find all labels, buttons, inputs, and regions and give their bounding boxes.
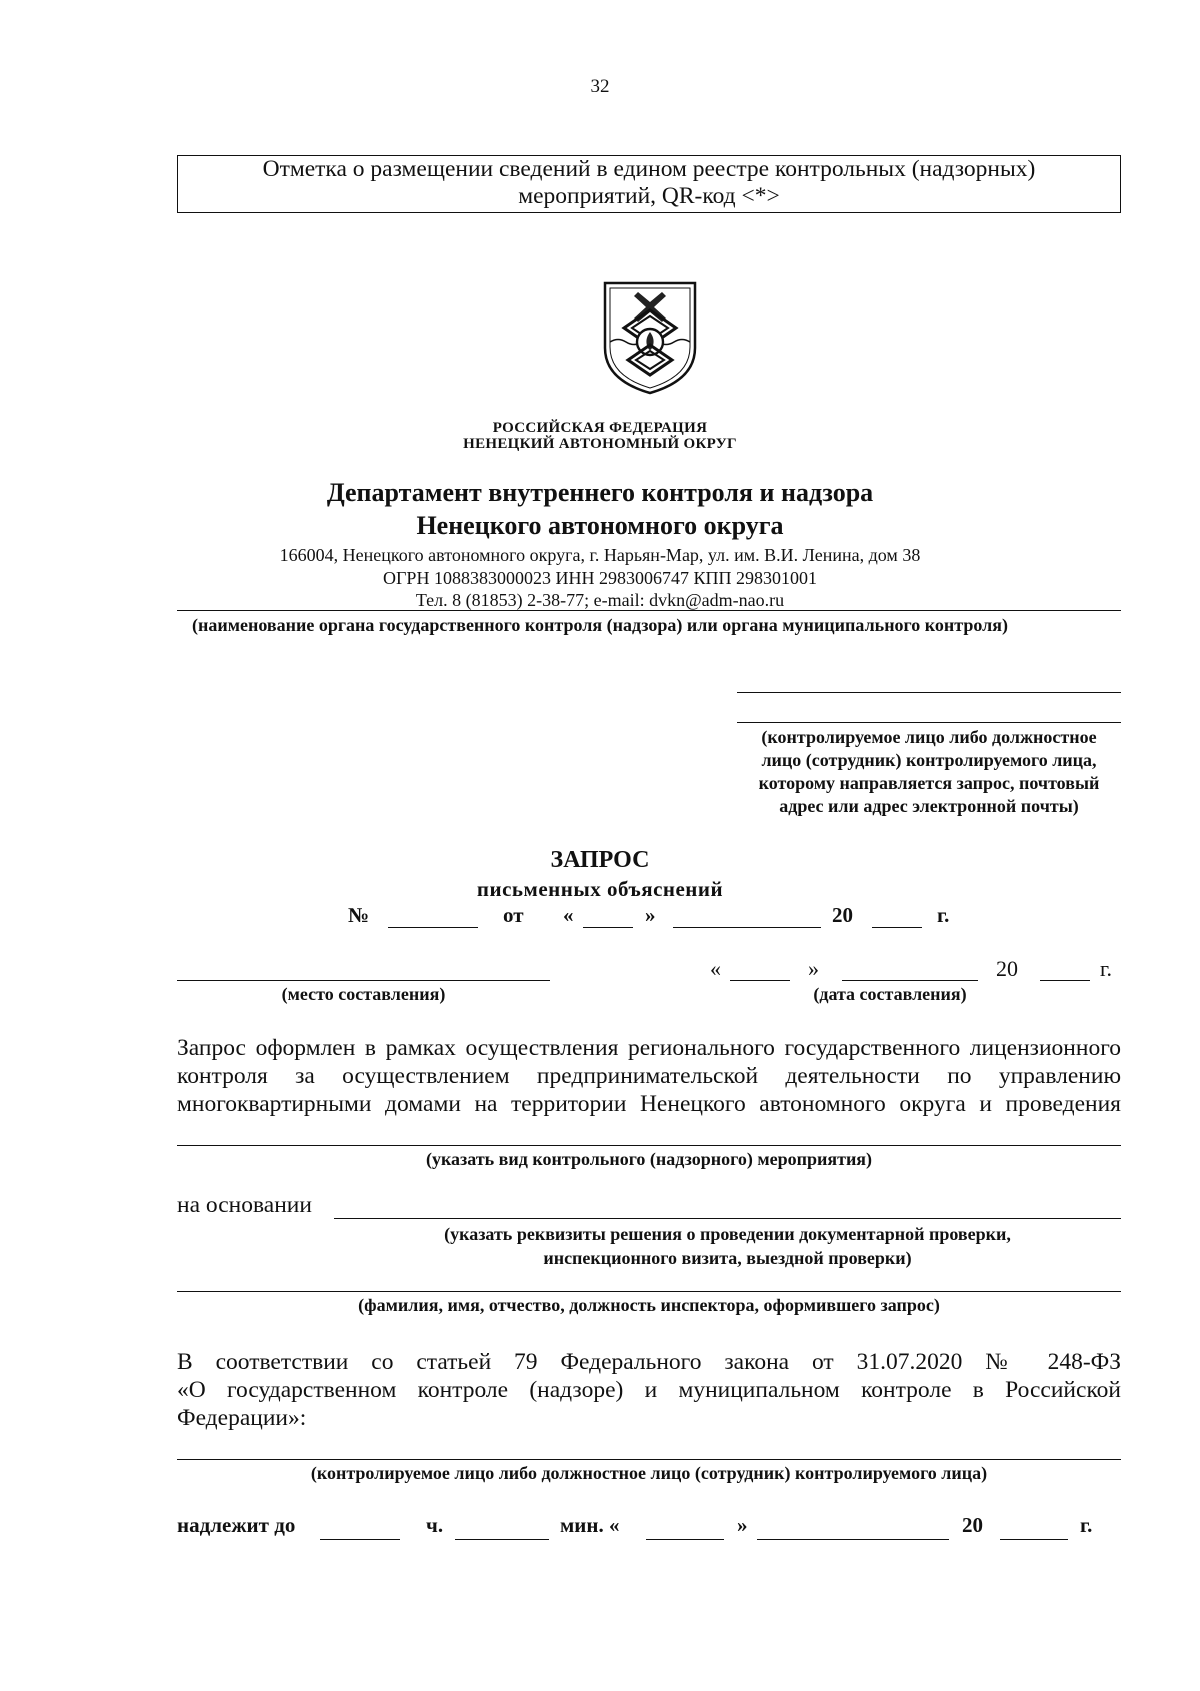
- event-type-caption: (указать вид контрольного (надзорного) мероприятия): [425, 1149, 873, 1169]
- paragraph1-line2: контроля за осуществлением предпринимательской деятельности по управлению: [177, 1063, 1121, 1089]
- date-day-field[interactable]: [730, 980, 790, 981]
- controlled-person-field[interactable]: [177, 1459, 1121, 1460]
- recipient-caption: (контролируемое лицо либо должностное лицо (сотрудник) контролируемого лица, которому направляется запрос, почтовый адрес или адрес электронной почты): [758, 727, 1100, 816]
- date-year-prefix: 20: [996, 956, 1018, 981]
- authority-line: [177, 610, 1121, 611]
- request-title: ЗАПРОС: [550, 847, 650, 873]
- paragraph2-line1: В соответствии со статьей 79 Федерального закона от 31.07.2020 № 248-ФЗ: [177, 1349, 1121, 1375]
- date-quote-open: «: [710, 956, 721, 981]
- recipient-line1[interactable]: [737, 692, 1121, 693]
- deadline-minutes-field[interactable]: [455, 1539, 549, 1540]
- deadline-hours-label: ч.: [426, 1513, 444, 1537]
- place-field[interactable]: [177, 980, 550, 981]
- deadline-minutes-label: мин. «: [560, 1513, 620, 1537]
- paragraph1-line1: Запрос оформлен в рамках осуществления регионального государственного лицензионного: [177, 1035, 1121, 1061]
- deadline-year-prefix: 20: [962, 1513, 983, 1537]
- inspector-caption: (фамилия, имя, отчество, должность инспектора, оформившего запрос): [358, 1295, 940, 1315]
- registry-note-line1: Отметка о размещении сведений в едином реестре контрольных (надзорных): [262, 156, 1036, 182]
- okrug-title: НЕНЕЦКИЙ АВТОНОМНЫЙ ОКРУГ: [463, 436, 737, 452]
- department-name-line1: Департамент внутреннего контроля и надзора: [326, 478, 874, 507]
- basis-label: на основании: [177, 1192, 312, 1218]
- request-subtitle: письменных объяснений: [476, 877, 724, 901]
- department-address: 166004, Ненецкого автономного округа, г. Нарьян-Мар, ул. им. В.И. Ленина, дом 38: [279, 545, 921, 565]
- title-year-suffix: г.: [937, 903, 950, 927]
- authority-caption: (наименование органа государственного контроля (надзора) или органа муниципального контроля): [192, 615, 1008, 635]
- deadline-hours-field[interactable]: [320, 1539, 400, 1540]
- event-type-field[interactable]: [177, 1145, 1121, 1146]
- title-quote-open: «: [563, 903, 574, 927]
- recipient-line2[interactable]: [737, 722, 1121, 723]
- title-year-field[interactable]: [872, 927, 922, 928]
- paragraph1-line3: многоквартирными домами на территории Ненецкого автономного округа и проведения: [177, 1091, 1121, 1117]
- page-number: 32: [590, 76, 610, 97]
- deadline-label: надлежит до: [177, 1513, 296, 1537]
- date-year-field[interactable]: [1040, 980, 1090, 981]
- deadline-year-field[interactable]: [1000, 1539, 1068, 1540]
- department-contacts: Тел. 8 (81853) 2-38-77; e-mail: dvkn@adm-nao.ru: [415, 590, 785, 610]
- from-label: от: [503, 903, 524, 927]
- deadline-year-suffix: г.: [1080, 1513, 1093, 1537]
- date-month-field[interactable]: [842, 980, 978, 981]
- place-caption: (место составления): [281, 984, 446, 1004]
- paragraph2-line2: «О государственном контроле (надзоре) и муниципальном контроле в Российской: [177, 1377, 1121, 1403]
- number-label: №: [348, 903, 370, 927]
- title-month-field[interactable]: [673, 927, 821, 928]
- federation-title: РОССИЙСКАЯ ФЕДЕРАЦИЯ: [492, 420, 708, 436]
- date-year-suffix: г.: [1100, 956, 1113, 981]
- deadline-month-field[interactable]: [757, 1539, 949, 1540]
- coat-of-arms-icon: [602, 280, 698, 396]
- title-day-field[interactable]: [583, 927, 633, 928]
- date-quote-close: »: [808, 956, 819, 981]
- number-field[interactable]: [388, 927, 478, 928]
- inspector-field[interactable]: [177, 1291, 1121, 1292]
- department-ids: ОГРН 1088383000023 ИНН 2983006747 КПП 298301001: [383, 568, 817, 588]
- department-name-line2: Ненецкого автономного округа: [416, 511, 784, 540]
- deadline-quote-close: »: [737, 1513, 748, 1537]
- basis-field[interactable]: [334, 1218, 1121, 1219]
- basis-caption: (указать реквизиты решения о проведении документарной проверки, инспекционного визита, выездной проверки): [444, 1224, 1011, 1268]
- title-quote-close: »: [645, 903, 656, 927]
- date-caption: (дата составления): [813, 984, 967, 1004]
- title-year-prefix: 20: [832, 903, 853, 927]
- paragraph2-line3: Федерации»:: [177, 1405, 307, 1431]
- registry-note-line2: мероприятий, QR-код <*>: [518, 183, 780, 209]
- controlled-person-caption: (контролируемое лицо либо должностное лицо (сотрудник) контролируемого лица): [310, 1463, 988, 1483]
- registry-note-box: [177, 155, 1121, 213]
- deadline-day-field[interactable]: [646, 1539, 724, 1540]
